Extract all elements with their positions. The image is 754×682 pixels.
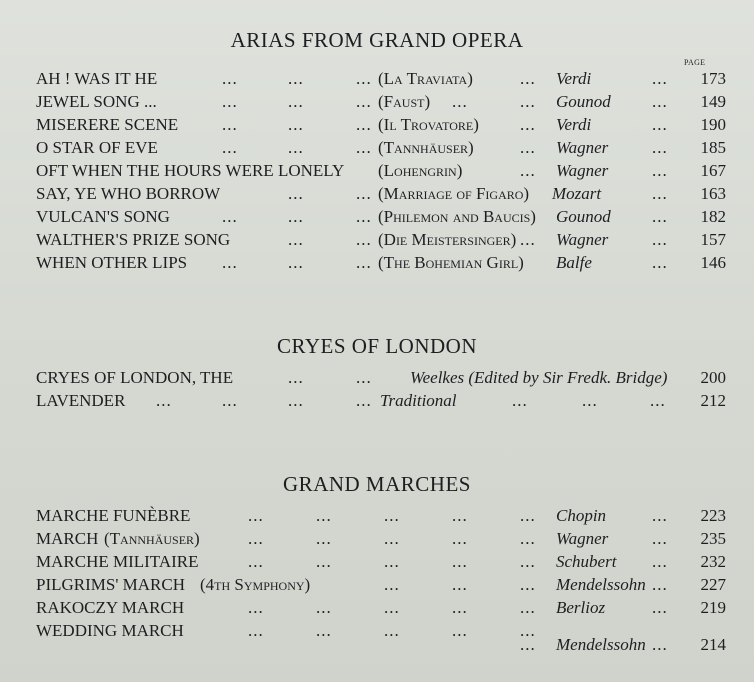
leader-dots: ... [512,391,528,410]
opera-name: (Die Meistersinger) [378,230,517,249]
composer: Wagner [556,529,609,548]
cryes-section-title: CRYES OF LONDON [276,334,478,358]
composer: Wagner [556,138,609,157]
leader-dots: ... [288,69,304,88]
march-title: WEDDING MARCH [36,621,184,640]
composer: Mendelssohn [556,575,646,594]
opera-name: (Faust) [378,92,431,111]
leader-dots: ... [316,552,332,571]
page-number: 167 [700,161,726,180]
leader-dots: ... [652,138,668,157]
aria-title: AH ! WAS IT HE [36,69,158,88]
march-row-continued [36,635,726,658]
aria-row [36,161,726,184]
composer: Mendelssohn [556,635,646,654]
leader-dots: ... [652,506,668,525]
leader-dots: ... [356,92,372,111]
page-number: 235 [700,529,726,548]
composer: Berlioz [556,598,606,617]
leader-dots: ... [452,529,468,548]
leader-dots: ... [652,184,668,203]
leader-dots: ... [652,161,668,180]
aria-row [36,253,726,276]
page-number: 212 [700,391,726,410]
leader-dots: ... [248,598,264,617]
composer: Verdi [556,115,592,134]
leader-dots: ... [222,92,238,111]
opera-name: (Philemon and Baucis) [378,207,536,226]
leader-dots: ... [356,69,372,88]
march-title: PILGRIMS' MARCH [36,575,186,594]
leader-dots: ... [520,621,536,640]
leader-dots: ... [316,529,332,548]
composer: Verdi [556,69,592,88]
leader-dots: ... [356,184,372,203]
leader-dots: ... [520,69,536,88]
leader-dots: ... [652,635,668,654]
leader-dots: ... [520,230,536,249]
leader-dots: ... [316,621,332,640]
leader-dots: ... [248,621,264,640]
aria-title: OFT WHEN THE HOURS WERE LONELY [36,161,345,180]
page-number: 232 [700,552,726,571]
page-number: 149 [700,92,726,111]
song-title: LAVENDER [36,391,126,410]
leader-dots: ... [248,506,264,525]
leader-dots: ... [356,207,372,226]
leader-dots: ... [316,598,332,617]
leader-dots: ... [520,92,536,111]
leader-dots: ... [520,635,536,654]
aria-row [36,207,726,230]
page-number: 190 [700,115,726,134]
leader-dots: ... [222,207,238,226]
leader-dots: ... [384,575,400,594]
leader-dots: ... [650,391,666,410]
opera-name: (Marriage of Figaro) [378,184,530,203]
leader-dots: ... [520,529,536,548]
opera-name: (The Bohemian Girl) [378,253,524,272]
leader-dots: ... [520,506,536,525]
cryes-row [36,391,726,414]
page-number: 146 [700,253,726,272]
composer: Balfe [556,253,592,272]
page-column-header: PAGE [684,58,706,67]
leader-dots: ... [288,391,304,410]
march-subtitle: (Tannhäuser) [104,529,200,548]
aria-title: VULCAN'S SONG [36,207,170,226]
aria-title: SAY, YE WHO BORROW [36,184,221,203]
leader-dots: ... [520,138,536,157]
page-number: 185 [700,138,726,157]
leader-dots: ... [384,621,400,640]
leader-dots: ... [452,598,468,617]
leader-dots: ... [582,391,598,410]
leader-dots: ... [222,138,238,157]
leader-dots: ... [288,207,304,226]
leader-dots: ... [288,184,304,203]
leader-dots: ... [520,115,536,134]
page-number: 157 [700,230,726,249]
leader-dots: ... [288,92,304,111]
leader-dots: ... [356,368,372,387]
leader-dots: ... [452,552,468,571]
leader-dots: ... [356,253,372,272]
page-number: 223 [700,506,726,525]
composer: Chopin [556,506,607,525]
leader-dots: ... [356,138,372,157]
leader-dots: ... [288,115,304,134]
page-number: 219 [700,598,726,617]
arias-section-title: ARIAS FROM GRAND OPERA [230,28,524,52]
aria-row [36,230,726,253]
leader-dots: ... [316,506,332,525]
leader-dots: ... [384,552,400,571]
composer: Wagner [556,230,609,249]
leader-dots: ... [384,529,400,548]
aria-row [36,138,726,161]
leader-dots: ... [652,529,668,548]
opera-name: (La Traviata) [378,69,473,88]
march-row [36,552,726,575]
composer: Weelkes (Edited by Sir Fredk. Bridge) [410,368,668,387]
aria-row [36,92,726,115]
leader-dots: ... [452,92,468,111]
leader-dots: ... [156,391,172,410]
leader-dots: ... [652,92,668,111]
composer: Mozart [552,184,602,203]
composer: Gounod [556,207,611,226]
page-number: 163 [700,184,726,203]
leader-dots: ... [222,391,238,410]
leader-dots: ... [222,69,238,88]
march-row [36,506,726,529]
leader-dots: ... [288,138,304,157]
opera-name: (Tannhäuser) [378,138,474,157]
aria-title: WHEN OTHER LIPS [36,253,188,272]
leader-dots: ... [652,69,668,88]
march-title: MARCHE FUNÈBRE [36,506,191,525]
cryes-row [36,368,726,391]
leader-dots: ... [652,598,668,617]
leader-dots: ... [652,230,668,249]
march-row [36,529,726,552]
leader-dots: ... [356,391,372,410]
leader-dots: ... [652,207,668,226]
leader-dots: ... [652,253,668,272]
leader-dots: ... [520,575,536,594]
page-number: 182 [700,207,726,226]
leader-dots: ... [222,115,238,134]
leader-dots: ... [520,552,536,571]
aria-title: O STAR OF EVE [36,138,158,157]
leader-dots: ... [384,506,400,525]
page-number: 200 [700,368,726,387]
page-number: 214 [700,635,726,654]
march-row [36,598,726,621]
composer: Wagner [556,161,609,180]
march-title: RAKOCZY MARCH [36,598,185,617]
leader-dots: ... [452,506,468,525]
leader-dots: ... [520,598,536,617]
aria-title: MISERERE SCENE [36,115,179,134]
leader-dots: ... [652,552,668,571]
leader-dots: ... [652,115,668,134]
aria-row [36,115,726,138]
leader-dots: ... [356,115,372,134]
song-title: CRYES OF LONDON, THE [36,368,234,387]
composer: Traditional [380,391,457,410]
leader-dots: ... [452,621,468,640]
leader-dots: ... [384,598,400,617]
leader-dots: ... [356,230,372,249]
aria-row [36,69,726,92]
leader-dots: ... [452,575,468,594]
leader-dots: ... [288,368,304,387]
march-subtitle: (4th Symphony) [200,575,311,594]
leader-dots: ... [288,253,304,272]
leader-dots: ... [652,575,668,594]
marches-section-title: GRAND MARCHES [283,472,471,496]
leader-dots: ... [222,253,238,272]
opera-name: (Lohengrin) [378,161,463,180]
page-number: 173 [700,69,726,88]
opera-name: (Il Trovatore) [378,115,479,134]
leader-dots: ... [288,230,304,249]
leader-dots: ... [248,529,264,548]
march-title: MARCH [36,529,99,548]
page-number: 227 [700,575,726,594]
leader-dots: ... [248,552,264,571]
march-title: MARCHE MILITAIRE [36,552,199,571]
aria-title: WALTHER'S PRIZE SONG [36,230,231,249]
aria-title: JEWEL SONG ... [36,92,157,111]
composer: Schubert [556,552,617,571]
composer: Gounod [556,92,611,111]
leader-dots: ... [520,161,536,180]
march-row [36,575,726,598]
aria-row [36,184,726,207]
